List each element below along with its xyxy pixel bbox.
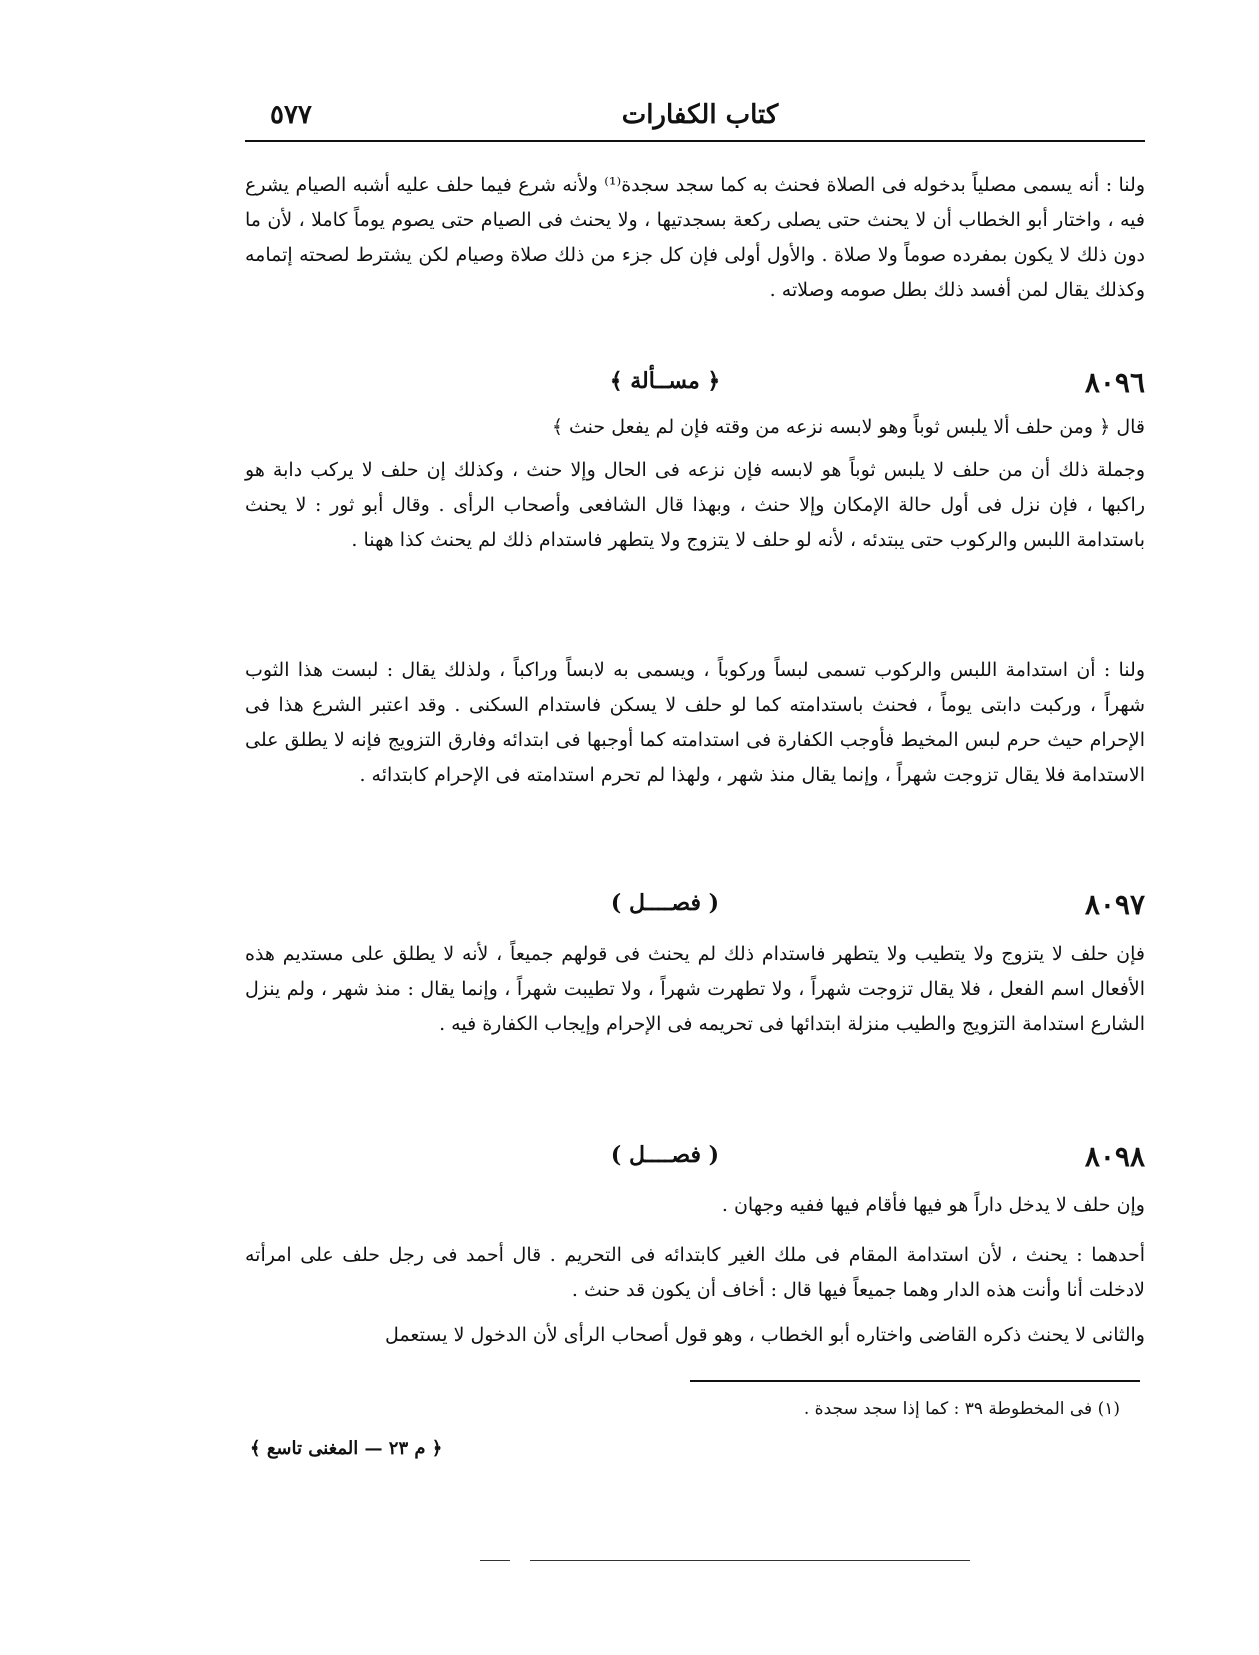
section-title: ﴿ مســألة ﴾ xyxy=(609,368,721,394)
page-number: ٥٧٧ xyxy=(270,100,312,130)
signature-mark: ﴿ م ٢٣ — المغنى تاسع ﴾ xyxy=(250,1438,443,1459)
section-title: ( فصــــل ) xyxy=(610,1142,720,1168)
header-rule xyxy=(245,140,1145,142)
paragraph-8: والثانى لا يحنث ذكره القاضى واختاره أبو الخطاب ، وهو قول أصحاب الرأى لأن الدخول لا يستعمل xyxy=(385,1324,1145,1346)
paragraph-3: وجملة ذلك أن من حلف لا يلبس ثوباً هو لابسه فإن نزعه فى الحال وإلا حنث ، وكذلك إن حلف لا يركب دابة هو راكبها ، فإن نزل فى أول حالة الإمكان وإلا حنث ، وبهذا قال الشافعى وأصحاب الرأى . وقال أبو ثور : لا يحنث باستدامة اللبس والركوب حتى يبتدئه ، لأنه لو حلف لا يتزوج ولا يتطهر فاستدام ذلك لم يحنث كذا ههنا . xyxy=(245,459,1145,551)
bottom-rule xyxy=(480,1560,510,1561)
paragraph-2: قال ﴿ ومن حلف ألا يلبس ثوباً وهو لابسه نزعه من وقته فإن لم يفعل حنث ﴾ xyxy=(551,416,1145,438)
paragraph-5: فإن حلف لا يتزوج ولا يتطيب ولا يتطهر فاستدام ذلك لم يحنث فى قولهم جميعاً ، لأنه لا يطلق على مستديم هذه الأفعال اسم الفعل ، فلا يقال تزوجت شهراً ، ولا تطهرت شهراً ، ولا تطيبت شهراً ، وإنما يقال : منذ شهر ، ولم ينزل الشارع استدامة التزويج والطيب منزلة ابتدائها فى تحريمه فى الإحرام وإيجاب الكفارة فيه . xyxy=(245,943,1145,1035)
paragraph-1: ولنا : أنه يسمى مصلياً بدخوله فى الصلاة فحنث به كما سجد سجدة⁽¹⁾ ولأنه شرع فيما حلف عليه أشبه الصيام يشرع فيه ، واختار أبو الخطاب أن لا يحنث حتى يصلى ركعة بسجدتيها ، ولا يحنث فى الصيام حتى يصوم يوماً كاملا ، لأن ما دون ذلك لا يكون بمفرده صوماً ولا صلاة . والأول أولى فإن كل جزء من ذلك صلاة وصيام لكن يشترط لصحته إتمامه وكذلك يقال لمن أفسد ذلك بطل صومه وصلاته . xyxy=(245,174,1145,301)
section-number: ٨٠٩٦ xyxy=(1084,366,1145,399)
section-number: ٨٠٩٨ xyxy=(1084,1140,1145,1173)
paragraph-4: ولنا : أن استدامة اللبس والركوب تسمى لبساً وركوباً ، ويسمى به لابساً وراكباً ، ولذلك يقال : لبست هذا الثوب شهراً ، وركبت دابتى يوماً ، فحنث باستدامته كما لو حلف لا يسكن فاستدام السكنى . وقد اعتبر الشرع هذا فى الإحرام حيث حرم لبس المخيط فأوجب الكفارة فى استدامته كما أوجبها فى ابتدائه وفارق التزويج فإنه لا يطلق على الاستدامة فلا يقال تزوجت شهراً ، وإنما يقال منذ شهر ، ولهذا لم تحرم استدامته فى الإحرام كابتدائه . xyxy=(245,659,1146,786)
section-heading-8096 xyxy=(245,366,1145,402)
bottom-rule xyxy=(530,1560,970,1561)
running-head xyxy=(270,100,1140,140)
section-heading-8098 xyxy=(245,1140,1145,1176)
section-title: ( فصــــل ) xyxy=(610,890,720,916)
paragraph-7: أحدهما : يحنث ، لأن استدامة المقام فى ملك الغير كابتدائه فى التحريم . قال أحمد فى رجل حلف على امرأته لادخلت أنا وأنت هذه الدار وهما جميعاً فيها قال : أخاف أن يكون قد حنث . xyxy=(245,1244,1145,1301)
section-heading-8097 xyxy=(245,888,1145,924)
footnote-rule xyxy=(690,1380,1140,1382)
section-number: ٨٠٩٧ xyxy=(1084,888,1145,921)
footnote: (١) فى المخطوطة ٣٩ : كما إذا سجد سجدة . xyxy=(803,1399,1120,1419)
paragraph-6: وإن حلف لا يدخل داراً هو فيها فأقام فيها ففيه وجهان . xyxy=(721,1194,1145,1216)
book-title: كتاب الكفارات xyxy=(621,100,779,130)
